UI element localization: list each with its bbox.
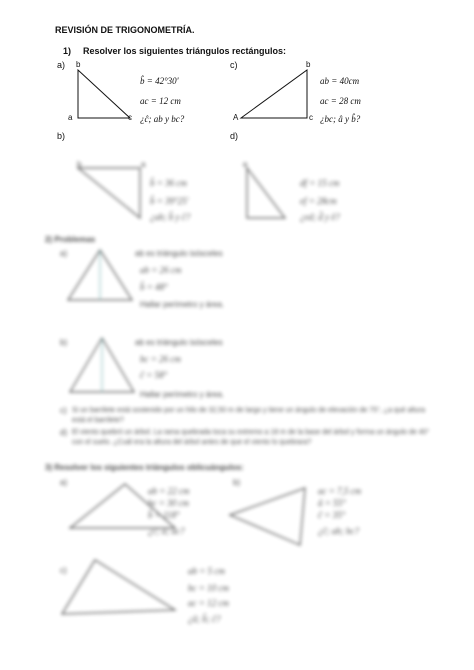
problem-3c-label: c)	[60, 566, 67, 575]
problem-3c-ask: ¿â; b̂; ĉ?	[188, 614, 221, 624]
exercise-d-data-1: df = 15 cm	[300, 178, 340, 188]
problem-2b-intro: ab es triángulo isósceles	[135, 338, 223, 347]
problem-3b-data-3: ĉ = 35°	[318, 510, 346, 520]
problem-3b-label: b)	[233, 478, 241, 487]
problem-3a-data-2: bc = 30 cm	[148, 498, 189, 508]
problem-3b-data-1: ac = 7,5 cm	[318, 486, 362, 496]
exercise-b-data-1: b̂ = 36 cm	[150, 178, 187, 188]
problem-2a-data-1: ab = 26 cm	[140, 265, 182, 275]
problem-2c-text: Si un barrilete está sostenido por un hilo de 32,50 m de largo y tiene un ángulo de elevación de 75°, ¿a qué altura está el barrilete?	[72, 407, 426, 424]
problem-3c-data-3: ac = 12 cm	[188, 598, 229, 608]
vertex-c-bottom-left: A	[233, 113, 239, 122]
problem-3a-data-1: ab = 22 cm	[148, 486, 190, 496]
exercise-d-label: d)	[230, 131, 239, 141]
problem-2a-data-2: b̂ = 48°	[140, 282, 168, 292]
problem-3b-ask: ¿ĉ; ab; bc?	[318, 526, 359, 536]
exercise-c-data-2: ac = 28 cm	[320, 96, 361, 106]
section1-heading: Resolver los siguientes triángulos rectángulos:	[83, 46, 287, 56]
exercise-a-data-3: ¿ĉ; ab y bc?	[140, 114, 185, 124]
exercise-c-data-1: ab = 40cm	[320, 76, 360, 86]
exercise-d-data-2: ef = 28cm	[300, 196, 337, 206]
section2-heading: 2) Problemas	[45, 235, 96, 244]
problem-3a-label: a)	[60, 478, 68, 487]
problem-2b-data-2: ĉ = 58°	[140, 370, 168, 380]
exercise-a-label: a)	[57, 60, 66, 70]
problem-2b-ask: Hallar perímetro y área.	[140, 390, 225, 399]
problem-3b-data-2: â = 55°	[318, 498, 346, 508]
exercise-a-data-1: b̂ = 42°30'	[140, 76, 179, 86]
vertex-b-top-left: b	[77, 160, 82, 169]
problem-3a-data-3: b̂ = 118°	[148, 510, 180, 520]
vertex-a-top: b	[76, 60, 81, 69]
problem-2a-ask: Hallar perímetro y área.	[140, 300, 225, 309]
problem-2a-label: a)	[60, 249, 68, 258]
exercise-c-data-3: ¿bc; â y b̂?	[320, 114, 361, 124]
problem-2a-intro: ab es triángulo isósceles	[135, 249, 223, 258]
problem-2c-label: c)	[60, 406, 67, 415]
exercise-b-data-3: ¿ab; b̂ y ĉ?	[150, 212, 191, 222]
problem-3c-data-1: ab = 5 cm	[188, 566, 225, 576]
exercise-d-data-3: ¿ed; d̂ y ê?	[300, 212, 340, 222]
problem-2d-text: El viento quebró un árbol. La rama quebrada toca su extremo a 18 m de la base del árbol y forma un ángulo de 40° con el suelo. ¿Cuál era la altura del árbol antes de que el viento lo quebrara?	[72, 429, 430, 446]
vertex-d-top: e	[243, 160, 248, 169]
problem-3a-ask: ¿ĉ; â; ac?	[148, 526, 185, 536]
exercise-b-data-2: b̂ = 39°25'	[150, 196, 189, 206]
vertex-c-bottom-right: c	[309, 113, 313, 122]
vertex-a-bottom-left: a	[68, 113, 73, 122]
problem-2b-label: b)	[60, 338, 68, 347]
exercise-b-label: b)	[57, 131, 66, 141]
exercise-a-data-2: ac = 12 cm	[140, 96, 181, 106]
page-title: REVISIÓN DE TRIGONOMETRÍA.	[55, 25, 195, 35]
vertex-c-top: b	[306, 60, 311, 69]
vertex-a-bottom-right: c	[128, 113, 132, 122]
exercise-c-label: c)	[230, 60, 238, 70]
problem-3c-data-2: bc = 10 cm	[188, 583, 229, 593]
vertex-b-top-right: a	[141, 160, 146, 169]
section3-heading: 3) Resolver los siguientes triángulos oblicuángulos:	[45, 463, 244, 472]
problem-2d-label: d)	[60, 428, 68, 437]
section1-number: 1)	[63, 46, 72, 56]
problem-2b-data-1: bc = 26 cm	[140, 354, 181, 364]
